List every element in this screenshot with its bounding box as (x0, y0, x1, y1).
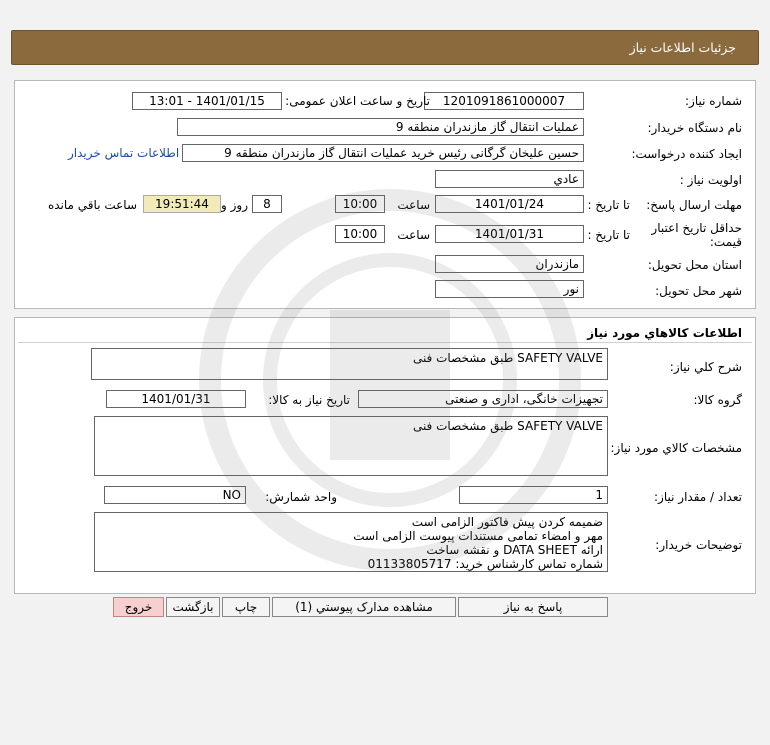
creator-field: حسین علیخان گرگانی رئیس خرید عملیات انتقال گاز مازندران منطقه 9 (182, 144, 584, 162)
exit-button[interactable]: خروج (113, 597, 164, 617)
days-label: روز و (221, 198, 248, 212)
price-time-label: ساعت (397, 228, 430, 242)
province-label: استان محل تحویل: (647, 258, 742, 272)
remaining-time-label: ساعت باقي مانده (47, 198, 137, 212)
reply-date-field: 1401/01/24 (435, 195, 584, 213)
quantity-label: تعداد / مقدار نیاز: (654, 490, 742, 504)
reply-deadline-label: مهلت ارسال پاسخ: (646, 198, 742, 212)
view-attachments-button[interactable]: مشاهده مدارک پیوستي (1) (272, 597, 456, 617)
general-desc-field: SAFETY VALVE طبق مشخصات فنی (91, 348, 608, 380)
reply-to-need-button[interactable]: پاسخ به نیاز (458, 597, 608, 617)
city-label: شهر محل تحویل: (655, 284, 742, 298)
days-remaining-field: 8 (252, 195, 282, 213)
specs-label: مشخصات کالاي مورد نياز: (610, 441, 742, 455)
quantity-field: 1 (459, 486, 608, 504)
province-field: مازندران (435, 255, 584, 273)
priority-label: اولویت نیاز : (679, 173, 742, 187)
priority-field: عادي (435, 170, 584, 188)
announce-datetime-field: 1401/01/15 - 13:01 (132, 92, 282, 110)
need-number-label: شماره نیاز: (685, 94, 742, 108)
price-date-field: 1401/01/31 (435, 225, 584, 243)
need-number-field: 1201091861000007 (424, 92, 584, 110)
goods-group-label: گروه کالا: (693, 393, 742, 407)
buyer-notes-field: ضمیمه کردن پیش فاکتور الزامی است مهر و امضاء تمامی مستندات پیوست الزامی است ارائه DATA SHEET و نقشه ساخت شماره تماس کارشناس خرید: 01133805717 (94, 512, 608, 572)
print-button[interactable]: چاپ (222, 597, 270, 617)
reply-to-date-label: تا تاریخ : (587, 198, 630, 212)
price-to-date-label: تا تاریخ : (587, 228, 630, 242)
page-title: جزئیات اطلاعات نیاز (629, 40, 736, 55)
section-divider (18, 342, 752, 343)
unit-field: NO (104, 486, 246, 504)
city-field: نور (435, 280, 584, 298)
goods-group-field: تجهیزات خانگی، اداری و صنعتی (358, 390, 608, 408)
reply-time-label: ساعت (397, 198, 430, 212)
buyer-notes-label: توضیحات خریدار: (655, 538, 742, 552)
buyer-org-label: نام دستگاه خریدار: (647, 121, 742, 135)
goods-section-title: اطلاعات کالاهاي مورد نياز (587, 326, 742, 340)
need-date-label: تاریخ نیاز به کالا: (268, 393, 350, 407)
general-desc-label: شرح کلي نياز: (669, 360, 742, 374)
price-time-field: 10:00 (335, 225, 385, 243)
price-validity-label: حداقل تاریخ اعتبار قیمت: (651, 221, 742, 249)
announce-datetime-label: تاریخ و ساعت اعلان عمومی: (285, 94, 430, 108)
need-info-panel (14, 80, 756, 309)
need-date-field: 1401/01/31 (106, 390, 246, 408)
unit-label: واحد شمارش: (265, 490, 337, 504)
reply-time-field: 10:00 (335, 195, 385, 213)
back-button[interactable]: بازگشت (166, 597, 220, 617)
buyer-org-field: عملیات انتقال گاز مازندران منطقه 9 (177, 118, 584, 136)
creator-label: ایجاد کننده درخواست: (631, 147, 742, 161)
specs-field: SAFETY VALVE طبق مشخصات فنی (94, 416, 608, 476)
page-title-bar (11, 30, 759, 65)
remaining-time-field: 19:51:44 (143, 195, 221, 213)
buyer-contact-link[interactable]: اطلاعات تماس خریدار (68, 146, 180, 160)
